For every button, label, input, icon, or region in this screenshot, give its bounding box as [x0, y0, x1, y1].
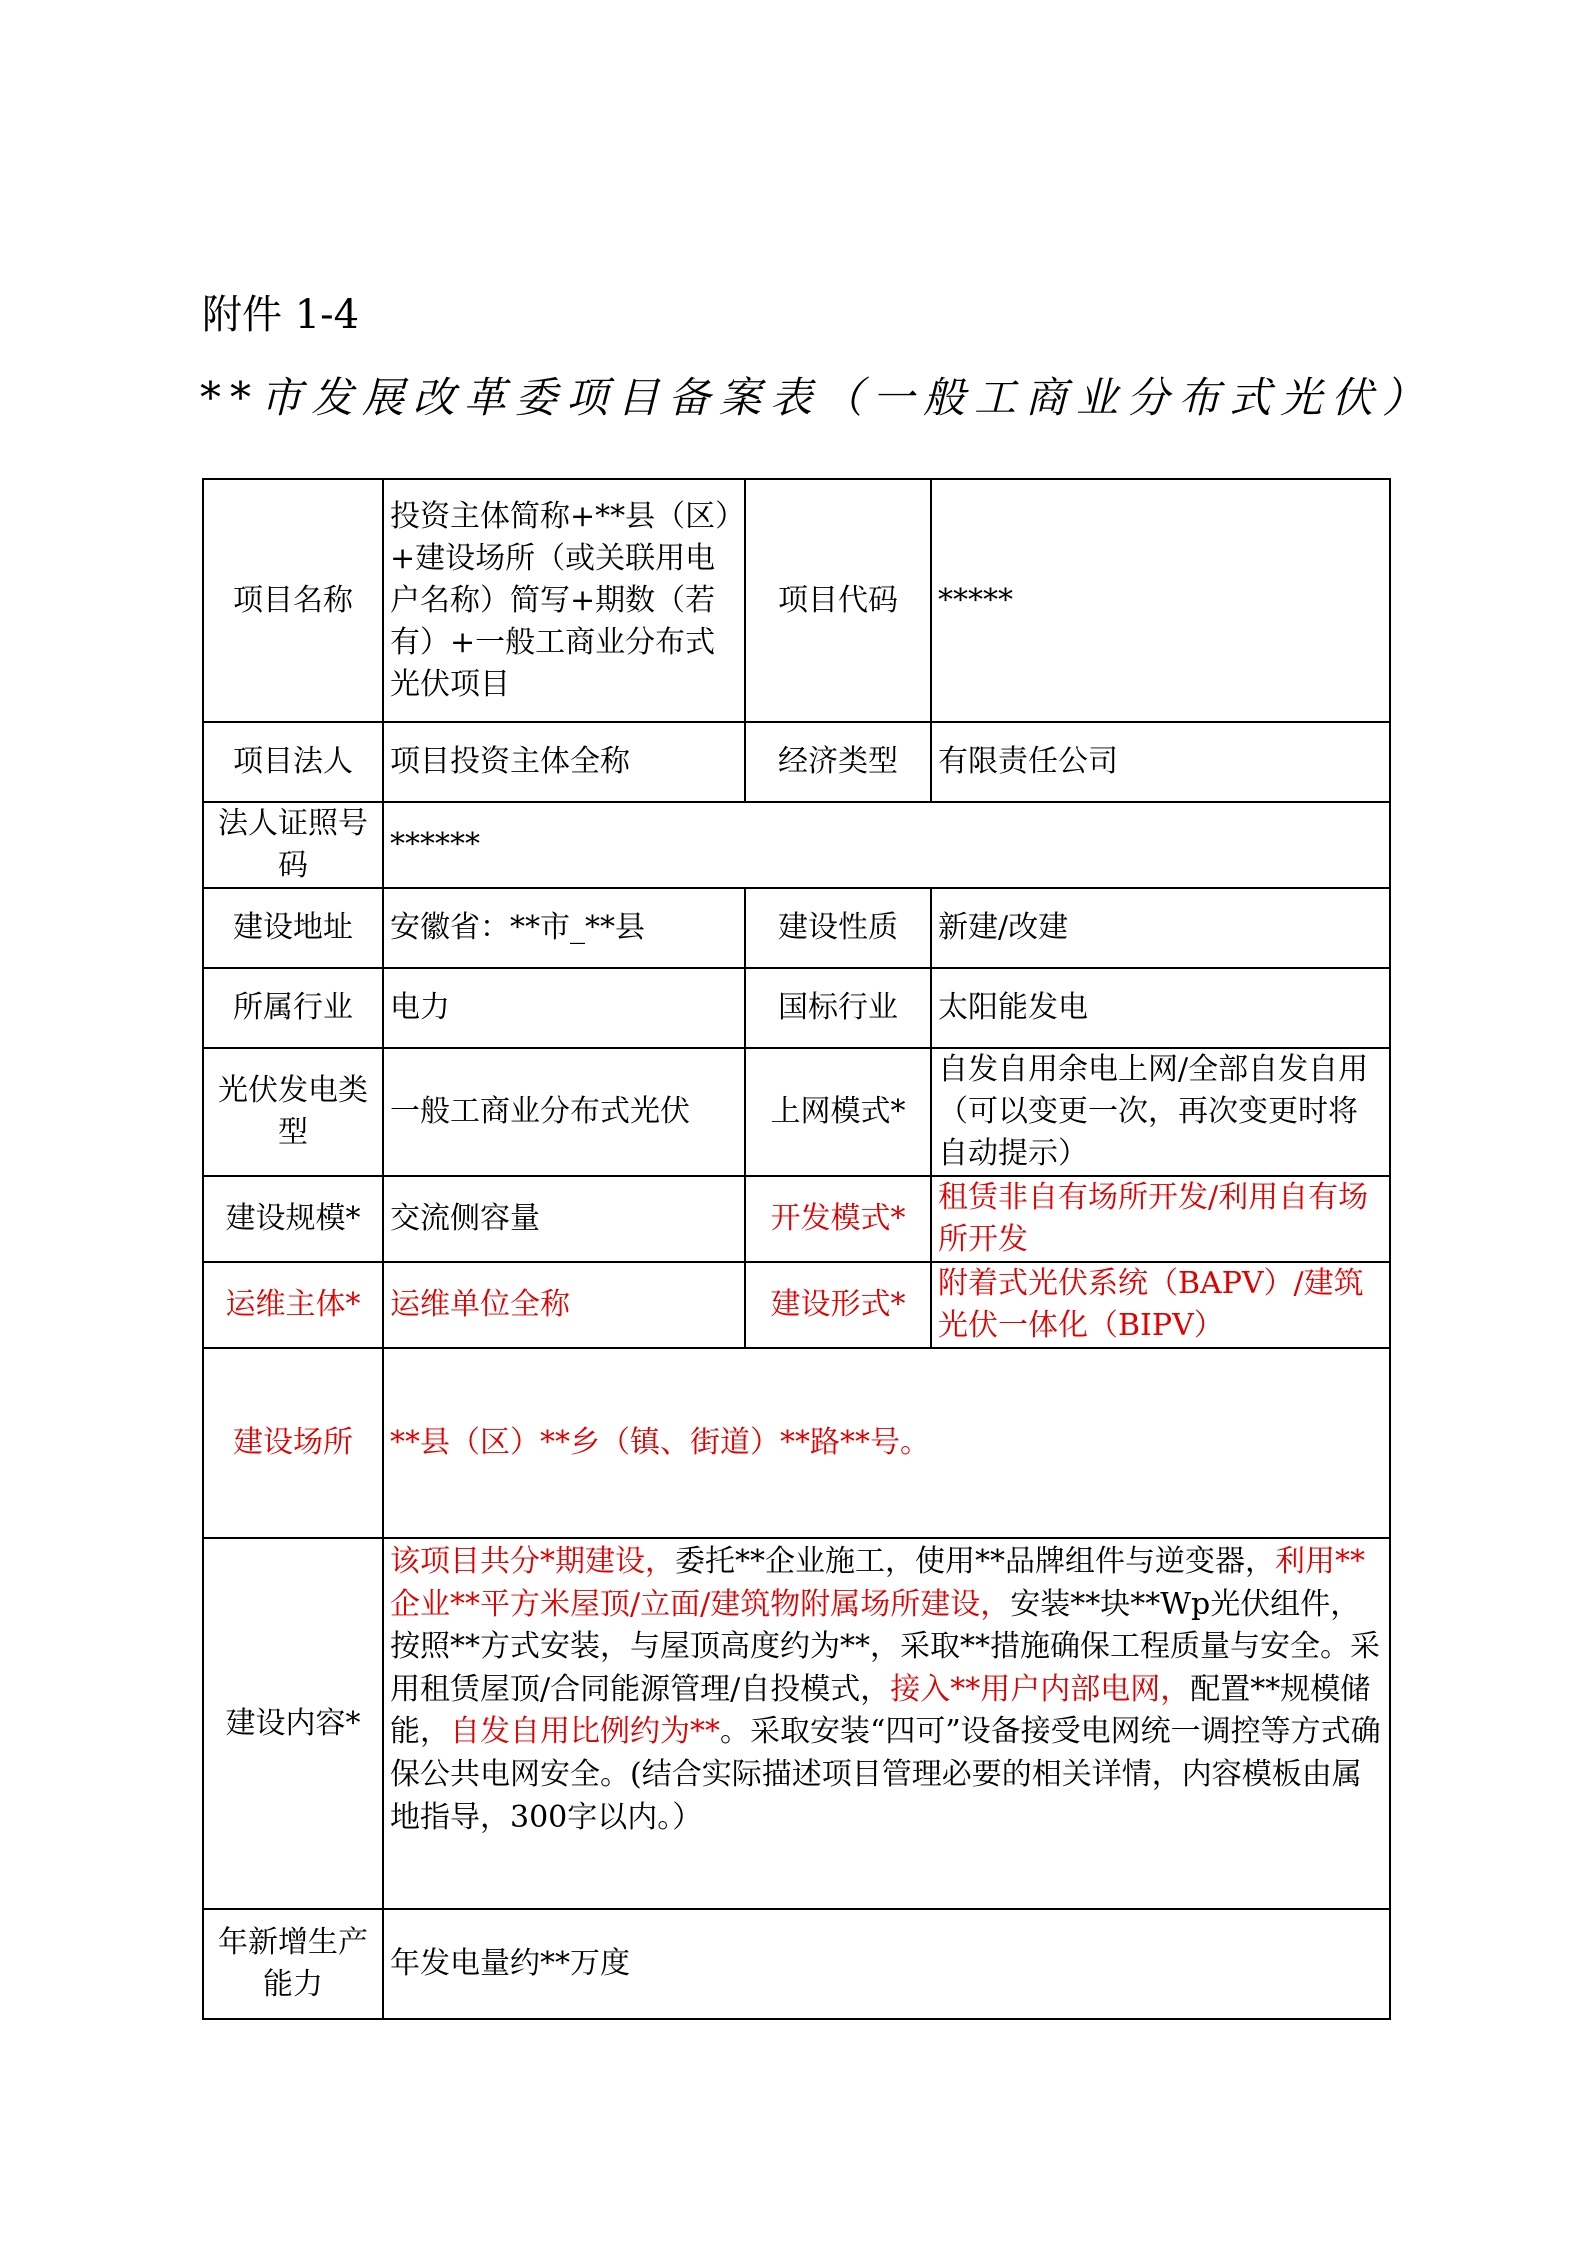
- content-value: [383, 1538, 1390, 1909]
- legal-person-value: 项目投资主体全称: [383, 722, 745, 802]
- capacity-label: 年新增生产能力: [203, 1909, 383, 2019]
- row-content: [203, 1538, 1390, 1909]
- row-scale: [203, 1176, 1390, 1262]
- build-form-label: 建设形式*: [745, 1262, 931, 1348]
- pv-type-value: 一般工商业分布式光伏: [383, 1048, 745, 1176]
- grid-mode-label: 上网模式*: [745, 1048, 931, 1176]
- row-legal-person: [203, 722, 1390, 802]
- operator-label: 运维主体*: [203, 1262, 383, 1348]
- dev-mode-label: 开发模式*: [745, 1176, 931, 1262]
- content-part-storage: 配置**规模储能，: [390, 1671, 1371, 1750]
- intl-industry-label: 国标行业: [745, 968, 931, 1048]
- row-project-name: [203, 479, 1390, 722]
- legal-person-label: 项目法人: [203, 722, 383, 802]
- content-part-safety: 。采取安装“四可”设备接受电网统一调控等方式确保公共电网安全。(结合实际描述项目管理必要的相关详情，内容模板由属地指导，300字以内。）: [390, 1714, 1381, 1835]
- row-capacity: [203, 1909, 1390, 2019]
- project-name-value: 投资主体简称+**县（区）+建设场所（或关联用电户名称）简写+期数（若有）+一般工商业分布式光伏项目: [383, 479, 745, 722]
- row-pv-type: [203, 1048, 1390, 1176]
- filing-form-table: [202, 478, 1391, 2020]
- operator-value: 运维单位全称: [383, 1262, 745, 1348]
- project-name-label: 项目名称: [203, 479, 383, 722]
- row-industry: [203, 968, 1390, 1048]
- content-part-install: 安装**块**Wp光伏组件，按照**方式安装，与屋顶高度约为**，采取**措施确保工程质量与安全。采用租赁屋顶/合同能源管理/自投模式，: [390, 1586, 1380, 1707]
- row-address: [203, 888, 1390, 968]
- content-part-grid: 接入**用户内部电网，: [890, 1671, 1191, 1707]
- content-part-phases: 该项目共分*期建设，: [390, 1544, 675, 1579]
- row-license: [203, 802, 1390, 888]
- scale-label: 建设规模*: [203, 1176, 383, 1262]
- scale-value: 交流侧容量: [383, 1176, 745, 1262]
- document-title: **市发展改革委项目备案表（一般工商业分布式光伏）: [200, 373, 1434, 422]
- pv-type-label: 光伏发电类型: [203, 1048, 383, 1176]
- capacity-value: 年发电量约**万度: [383, 1909, 1390, 2019]
- license-label: 法人证照号码: [203, 802, 383, 888]
- site-value: **县（区）**乡（镇、街道）**路**号。: [383, 1348, 1390, 1538]
- license-value: ******: [383, 802, 1390, 888]
- nature-label: 建设性质: [745, 888, 931, 968]
- dev-mode-value: 租赁非自有场所开发/利用自有场所开发: [931, 1176, 1390, 1262]
- attachment-number: 附件 1-4: [202, 292, 360, 338]
- site-label: 建设场所: [203, 1348, 383, 1538]
- economy-type-label: 经济类型: [745, 722, 931, 802]
- grid-mode-value: 自发自用余电上网/全部自发自用（可以变更一次，再次变更时将自动提示）: [931, 1048, 1390, 1176]
- economy-type-value: 有限责任公司: [931, 722, 1390, 802]
- content-part-roof: 利用**企业**平方米屋顶/立面/建筑物附属场所建设，: [390, 1544, 1365, 1622]
- row-operator: [203, 1262, 1390, 1348]
- industry-label: 所属行业: [203, 968, 383, 1048]
- project-code-value: *****: [931, 479, 1390, 722]
- content-part-contractor: 委托**企业施工，使用**品牌组件与逆变器，: [675, 1544, 1275, 1579]
- address-label: 建设地址: [203, 888, 383, 968]
- intl-industry-value: 太阳能发电: [931, 968, 1390, 1048]
- row-site: [203, 1348, 1390, 1538]
- address-value: 安徽省：**市_**县: [383, 888, 745, 968]
- project-code-label: 项目代码: [745, 479, 931, 722]
- nature-value: 新建/改建: [931, 888, 1390, 968]
- content-part-ratio: 自发自用比例约为**: [450, 1714, 720, 1750]
- industry-value: 电力: [383, 968, 745, 1048]
- build-form-value: 附着式光伏系统（BAPV）/建筑光伏一体化（BIPV）: [931, 1262, 1390, 1348]
- content-label: 建设内容*: [203, 1538, 383, 1909]
